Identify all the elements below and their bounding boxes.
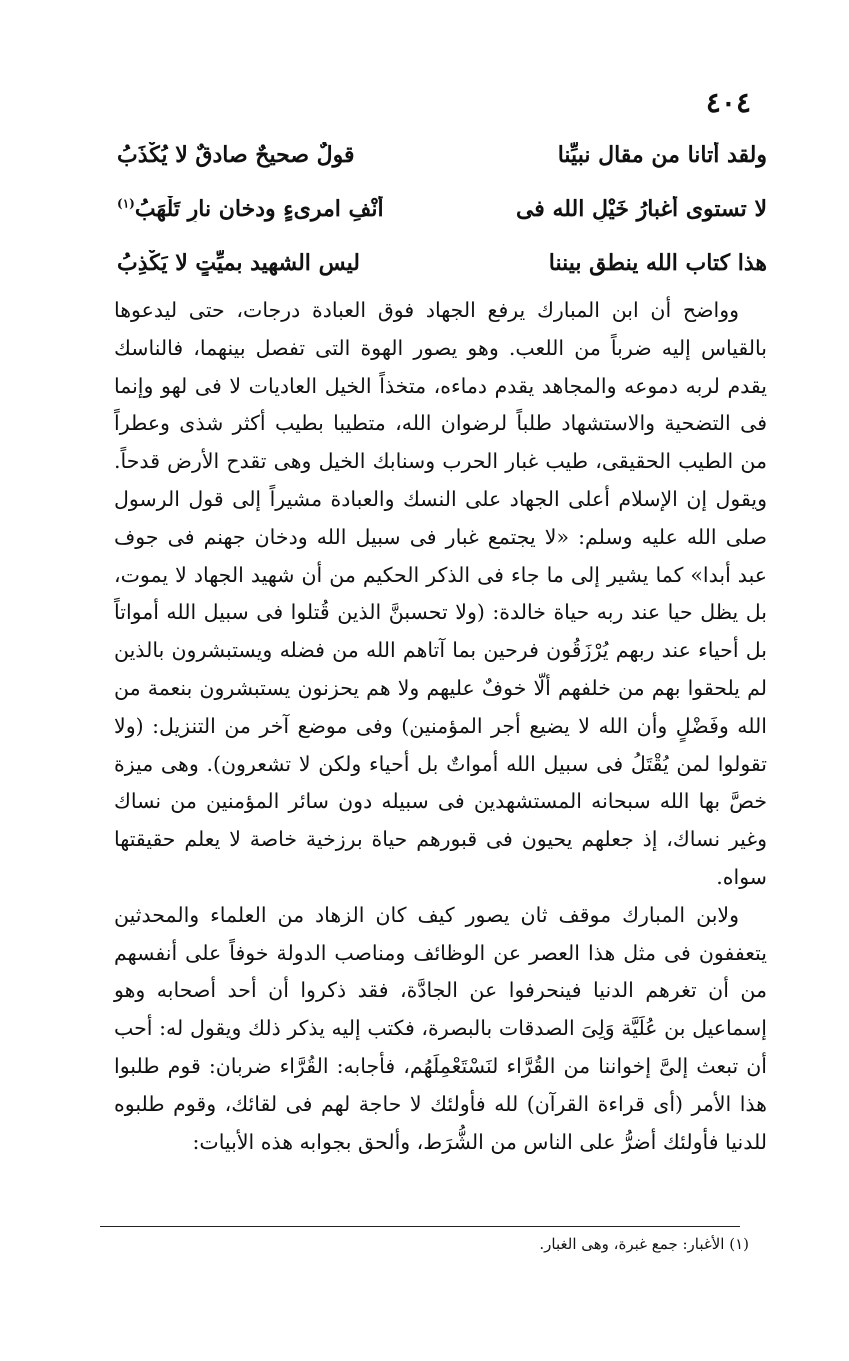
verse-first-hemistich: ولقد أتانا من مقال نبيِّنا <box>557 142 767 168</box>
verse-second-hemistich: ليس الشهيد بميِّتٍ لا يَكْذِبُ <box>117 250 360 276</box>
paragraph: ولابن المبارك موقف ثان يصور كيف كان الزهاد من العلماء والمحدثين يتعففون فى مثل هذا العصر عن الوظائف ومناصب الدولة خوفاً على أنفسهم من أن تغرهم الدنيا فينحرفوا عن الجادَّة، فقد ذكروا أن أحد أصحابه وهو إسماعيل بن عُلَيَّة وَلِىَ الصدقات بالبصرة، فكتب إليه يذكر ذلك ويقول له: أحب أن تبعث إلىَّ إخواننا من القُرَّاء لنَسْتَعْمِلَهُم، فأجابه: القُرَّاء ضربان: قوم طلبوا هذا الأمر (أى قراءة القرآن) لله فأولئك لا حاجة لهم فى لقائك، وقوم طلبوه للدنيا فأولئك أضرُّ على الناس من الشُّرَط، وألحق بجوابه هذه الأبيات: <box>114 902 767 1154</box>
verse-second-hemistich: قولٌ صحيحٌ صادقٌ لا يُكْذَبُ <box>117 142 355 168</box>
verse-line <box>117 236 767 290</box>
body-text <box>114 292 767 1161</box>
verse-first-hemistich: لا تستوى أغبارُ خَيْلِ الله فى <box>515 196 767 222</box>
poem-verses <box>117 128 767 290</box>
verse-first-hemistich: هذا كتاب الله ينطق بيننا <box>548 250 767 276</box>
verse-line <box>117 128 767 182</box>
footnote-divider <box>100 1226 740 1227</box>
verse-line <box>117 182 767 236</box>
verse-second-hemistich-text: أنْفِ امرىءٍ ودخان نارٍ تَلْهَبُ <box>134 196 384 222</box>
page-number: ٤٠٤ <box>705 86 751 119</box>
footnote: (١) الأغبار: جمع غبرة، وهى الغبار. <box>539 1235 749 1253</box>
verse-second-hemistich <box>117 196 417 222</box>
paragraph: وواضح أن ابن المبارك يرفع الجهاد فوق العبادة درجات، حتى ليدعوها بالقياس إليه ضرباً من اللعب. وهو يصور الهوة التى تفصل بينهما، فالناسك يقدم لربه دموعه والمجاهد يقدم دماءه، متخذاً الخيل العاديات لا فى لهو وإنما فى التضحية والاستشهاد طلباً لرضوان الله، متطيبا بطيب أكثر شذى وعطراً من الطيب الحقيقى، طيب غبار الحرب وسنابك الخيل وهى تقدح الأرض قدحاً. ويقول إن الإسلام أعلى الجهاد على النسك والعبادة مشيراً إلى قول الرسول صلى الله عليه وسلم: «لا يجتمع غبار فى سبيل الله ودخان جهنم فى جوف عبد أبدا» كما يشير إلى ما جاء فى الذكر الحكيم من أن شهيد الجهاد لا يموت، بل يظل حيا عند ربه حياة خالدة: (ولا تحسبنَّ الذين قُتلوا فى سبيل الله أمواتاً بل أحياء عند ربهم يُرْزَقُون فرحين بما آتاهم الله من فضله ويستبشرون بالذين لم يلحقوا بهم من خلفهم ألّا خوفٌ عليهم ولا هم يحزنون يستبشرون بنعمة من الله وفَضْلٍ وأن الله لا يضيع أجر المؤمنين) وفى موضع آخر من التنزيل: (ولا تقولوا لمن يُقْتَلُ فى سبيل الله أمواتٌ بل أحياء ولكن لا تشعرون). وهى ميزة خصَّ بها الله سبحانه المستشهدين فى سبيله دون سائر المؤمنين من نساك وغير نساك، إذ جعلهم يحيون فى قبورهم حياة برزخية خاصة لا يعلم حقيقتها سواه. <box>114 298 767 889</box>
footnote-marker: (١) <box>117 196 135 211</box>
